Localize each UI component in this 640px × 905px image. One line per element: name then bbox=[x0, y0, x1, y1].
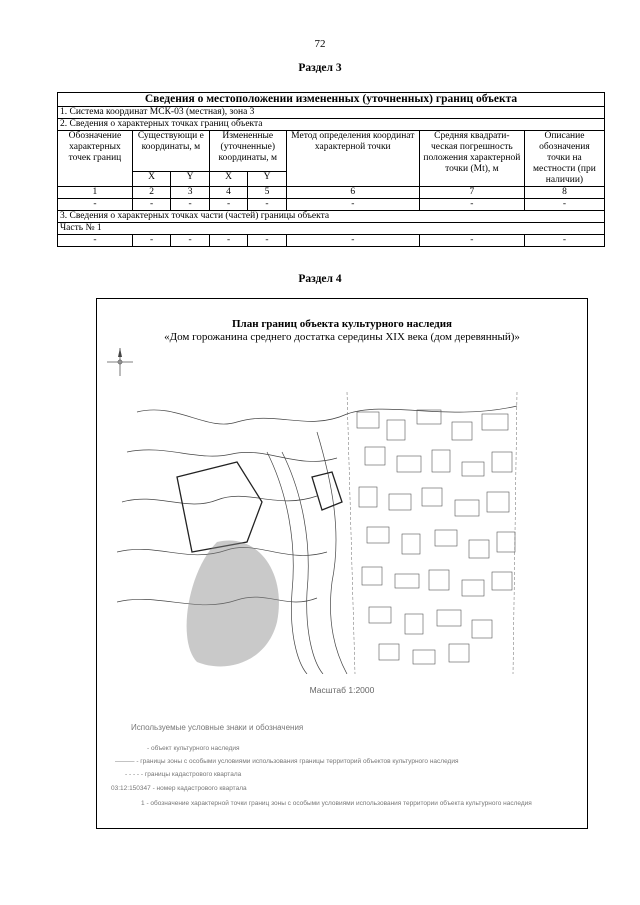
header-method: Метод определения координат характерной точки bbox=[286, 131, 419, 187]
table-cell: - bbox=[58, 235, 133, 247]
legend-symbol: - - - - bbox=[125, 771, 140, 778]
table-cell: 7 bbox=[419, 187, 524, 199]
table-cell: - bbox=[209, 199, 247, 211]
table-cell: - bbox=[132, 199, 170, 211]
legend-item bbox=[141, 798, 561, 809]
table-cell: - bbox=[209, 235, 247, 247]
table-cell: - bbox=[286, 235, 419, 247]
legend-text: - границы кадастрового квартала bbox=[140, 771, 242, 778]
compass-icon bbox=[105, 345, 135, 379]
legend-text: - объект культурного наследия bbox=[147, 745, 240, 752]
coord-system-row: 1. Система координат МСК-03 (местная), зона 3 bbox=[58, 107, 605, 119]
boundaries-table bbox=[57, 92, 605, 247]
legend-text: - обозначение характерной точки границ зоны с особыми условиями использования территории объекта культурного наследия bbox=[146, 800, 532, 807]
header-x: X bbox=[132, 172, 170, 187]
header-designation: Обозначение характерных точек границ bbox=[58, 131, 133, 187]
table-cell: - bbox=[58, 199, 133, 211]
legend-symbol: 1 bbox=[141, 800, 145, 807]
table-row bbox=[58, 235, 605, 247]
legend-title: Используемые условные знаки и обозначения bbox=[131, 723, 304, 732]
part-points-row: 3. Сведения о характерных точках части (частей) границы объекта bbox=[58, 211, 605, 223]
header-description: Описание обозначения точки на местности (при наличии) bbox=[524, 131, 604, 187]
section4-heading: Раздел 4 bbox=[298, 273, 342, 285]
legend-symbol: ——— bbox=[115, 758, 135, 765]
legend-symbol: 03:12:150347 bbox=[111, 785, 151, 792]
table-cell: - bbox=[132, 235, 170, 247]
table-cell: - bbox=[248, 235, 286, 247]
table-cell: 4 bbox=[209, 187, 247, 199]
table-cell: - bbox=[248, 199, 286, 211]
plan-title: План границ объекта культурного наследия bbox=[232, 318, 452, 330]
section3-heading: Раздел 3 bbox=[298, 62, 342, 74]
table-title: Сведения о местоположении измененных (уточненных) границ объекта bbox=[58, 93, 605, 107]
table-cell: - bbox=[524, 199, 604, 211]
table-row bbox=[58, 199, 605, 211]
plan-frame bbox=[96, 298, 588, 829]
table-cell: - bbox=[524, 235, 604, 247]
table-cell: 5 bbox=[248, 187, 286, 199]
header-y: Y bbox=[171, 172, 209, 187]
legend-item bbox=[147, 745, 240, 752]
legend-item bbox=[125, 771, 241, 778]
header-existing: Существующи е координаты, м bbox=[132, 131, 209, 172]
table-cell: 3 bbox=[171, 187, 209, 199]
table-cell: - bbox=[286, 199, 419, 211]
table-cell: 2 bbox=[132, 187, 170, 199]
legend-text: - границы зоны с особыми условиями использования границы территорий объектов культурного наследия bbox=[136, 758, 459, 765]
header-y: Y bbox=[248, 172, 286, 187]
header-rms: Средняя квадрати-ческая погрешность положения характерной точки (Mt), м bbox=[419, 131, 524, 187]
cadastral-map bbox=[117, 392, 525, 674]
column-number-row bbox=[58, 187, 605, 199]
header-x: X bbox=[209, 172, 247, 187]
table-cell: - bbox=[171, 199, 209, 211]
legend-item bbox=[111, 785, 247, 792]
char-points-row: 2. Сведения о характерных точках границ объекта bbox=[58, 119, 605, 131]
legend-item bbox=[115, 758, 459, 765]
page-number: 72 bbox=[314, 38, 326, 50]
part-label-row: Часть № 1 bbox=[58, 223, 605, 235]
plan-scale: Масштаб 1:2000 bbox=[309, 685, 375, 695]
table-cell: - bbox=[419, 235, 524, 247]
plan-subtitle: «Дом горожанина среднего достатка середины XIX века (дом деревянный)» bbox=[164, 331, 520, 343]
legend-text: - номер кадастрового квартала bbox=[152, 785, 247, 792]
table-cell: - bbox=[171, 235, 209, 247]
header-changed: Измененные (уточненные) координаты, м bbox=[209, 131, 286, 172]
table-cell: 1 bbox=[58, 187, 133, 199]
table-cell: - bbox=[419, 199, 524, 211]
table-cell: 8 bbox=[524, 187, 604, 199]
table-cell: 6 bbox=[286, 187, 419, 199]
